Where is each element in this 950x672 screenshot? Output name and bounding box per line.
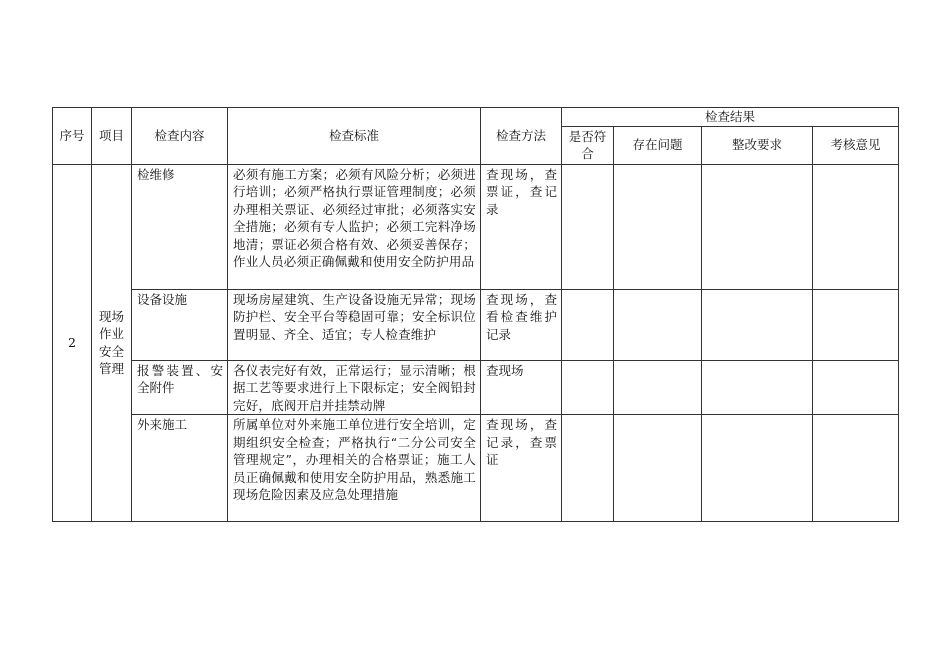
header-rectify: 整改要求 <box>702 126 813 164</box>
content-cell: 设备设施 <box>132 289 228 360</box>
group-item: 现场作业安全管理 <box>92 164 132 522</box>
opinion-cell[interactable] <box>813 415 899 522</box>
header-no: 序号 <box>53 108 92 165</box>
conform-cell[interactable] <box>562 415 614 522</box>
rectify-cell[interactable] <box>702 164 813 289</box>
method-cell: 查现场，查票证，查记录 <box>481 164 562 289</box>
table-row <box>53 164 899 289</box>
content-cell: 外来施工 <box>132 415 228 522</box>
header-content: 检查内容 <box>132 108 228 165</box>
inspection-table <box>52 107 899 522</box>
problem-cell[interactable] <box>614 415 702 522</box>
header-problem: 存在问题 <box>614 126 702 164</box>
table-row <box>53 415 899 522</box>
header-opinion: 考核意见 <box>813 126 899 164</box>
standard-cell: 必须有施工方案；必须有风险分析；必须进行培训；必须严格执行票证管理制度；必须办理相关票证、必须经过审批；必须落实安全措施；必须有专人监护；必须工完料净场地清；票证必须合格有效、必须妥善保存；作业人员必须正确佩戴和使用安全防护用品 <box>228 164 481 289</box>
method-cell: 查现场 <box>481 360 562 415</box>
method-cell: 查现场，查记录，查票证 <box>481 415 562 522</box>
problem-cell[interactable] <box>614 360 702 415</box>
conform-cell[interactable] <box>562 164 614 289</box>
standard-cell: 所属单位对外来施工单位进行安全培训，定期组织安全检查；严格执行“二分公司安全管理规定”，办理相关的合格票证；施工人员正确佩戴和使用安全防护用品，熟悉施工现场危险因素及应急处理措施 <box>228 415 481 522</box>
opinion-cell[interactable] <box>813 289 899 360</box>
header-result: 检查结果 <box>562 108 899 127</box>
rectify-cell[interactable] <box>702 415 813 522</box>
group-number: 2 <box>53 164 92 522</box>
table-row <box>53 360 899 415</box>
problem-cell[interactable] <box>614 289 702 360</box>
content-cell: 检维修 <box>132 164 228 289</box>
standard-cell: 各仪表完好有效，正常运行；显示清晰；根据工艺等要求进行上下限标定；安全阀铅封完好，底阀开启并挂禁动牌 <box>228 360 481 415</box>
method-cell: 查现场，查看检查维护记录 <box>481 289 562 360</box>
content-cell: 报警装置、安全附件 <box>132 360 228 415</box>
table-row <box>53 289 899 360</box>
header-item: 项目 <box>92 108 132 165</box>
conform-cell[interactable] <box>562 289 614 360</box>
rectify-cell[interactable] <box>702 289 813 360</box>
header-method: 检查方法 <box>481 108 562 165</box>
standard-cell: 现场房屋建筑、生产设备设施无异常；现场防护栏、安全平台等稳固可靠；安全标识位置明显、齐全、适宜；专人检查维护 <box>228 289 481 360</box>
rectify-cell[interactable] <box>702 360 813 415</box>
opinion-cell[interactable] <box>813 164 899 289</box>
conform-cell[interactable] <box>562 360 614 415</box>
opinion-cell[interactable] <box>813 360 899 415</box>
problem-cell[interactable] <box>614 164 702 289</box>
header-standard: 检查标准 <box>228 108 481 165</box>
header-conform: 是否符合 <box>562 126 614 164</box>
